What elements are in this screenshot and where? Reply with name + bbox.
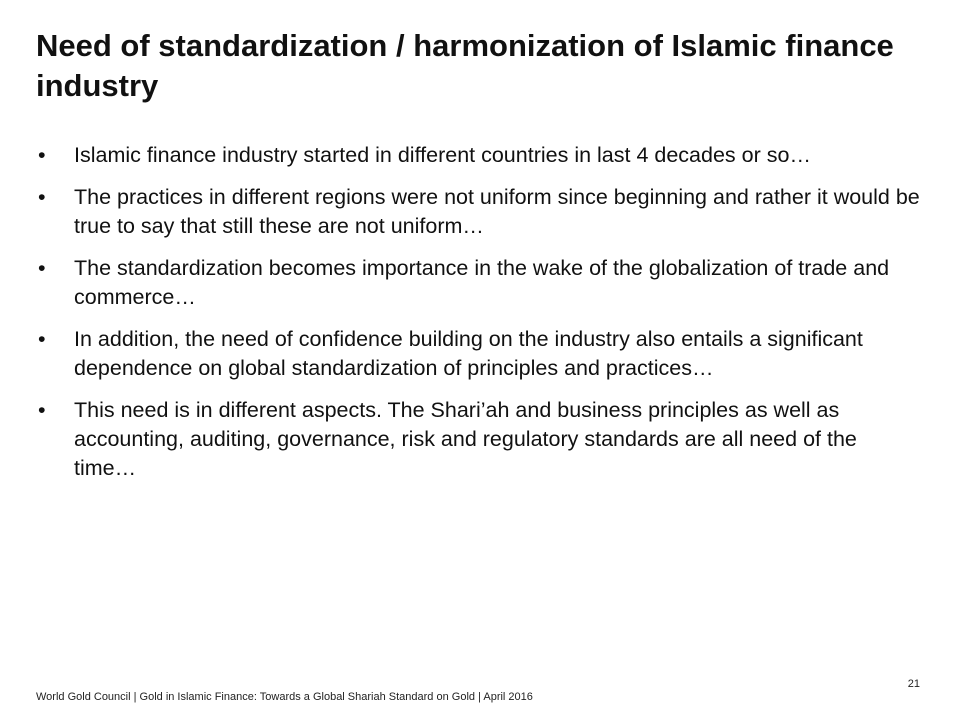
bullet-item: [0, 396, 960, 483]
bullet-item: [0, 254, 960, 312]
bullet-text: This need is in different aspects. The Shari’ah and business principles as well as accounting, auditing, governance, risk and regulatory standards are all need of the time…: [74, 398, 857, 480]
bullet-text: The practices in different regions were not uniform since beginning and rather it would be true to say that still these are not uniform…: [74, 185, 920, 238]
bullet-marker: •: [38, 327, 46, 351]
bullet-marker: •: [38, 398, 46, 422]
bullet-marker: •: [38, 185, 46, 209]
slide-title: Need of standardization / harmonization of Islamic finance industry: [36, 28, 894, 103]
bullet-marker: •: [38, 143, 46, 167]
bullet-marker: •: [38, 256, 46, 280]
bullet-item: [0, 183, 960, 241]
bullet-text: Islamic finance industry started in different countries in last 4 decades or so…: [74, 143, 811, 167]
bullet-text: In addition, the need of confidence building on the industry also entails a significant dependence on global standardization of principles and practices…: [74, 327, 863, 380]
slide-footer: World Gold Council | Gold in Islamic Finance: Towards a Global Shariah Standard on Gold | April 2016: [36, 691, 533, 703]
page-number: 21: [907, 678, 920, 690]
bullet-text: The standardization becomes importance in the wake of the globalization of trade and commerce…: [74, 256, 890, 309]
bullet-item: [0, 325, 960, 383]
bullet-item: [0, 141, 960, 170]
bullet-list: [0, 141, 960, 496]
